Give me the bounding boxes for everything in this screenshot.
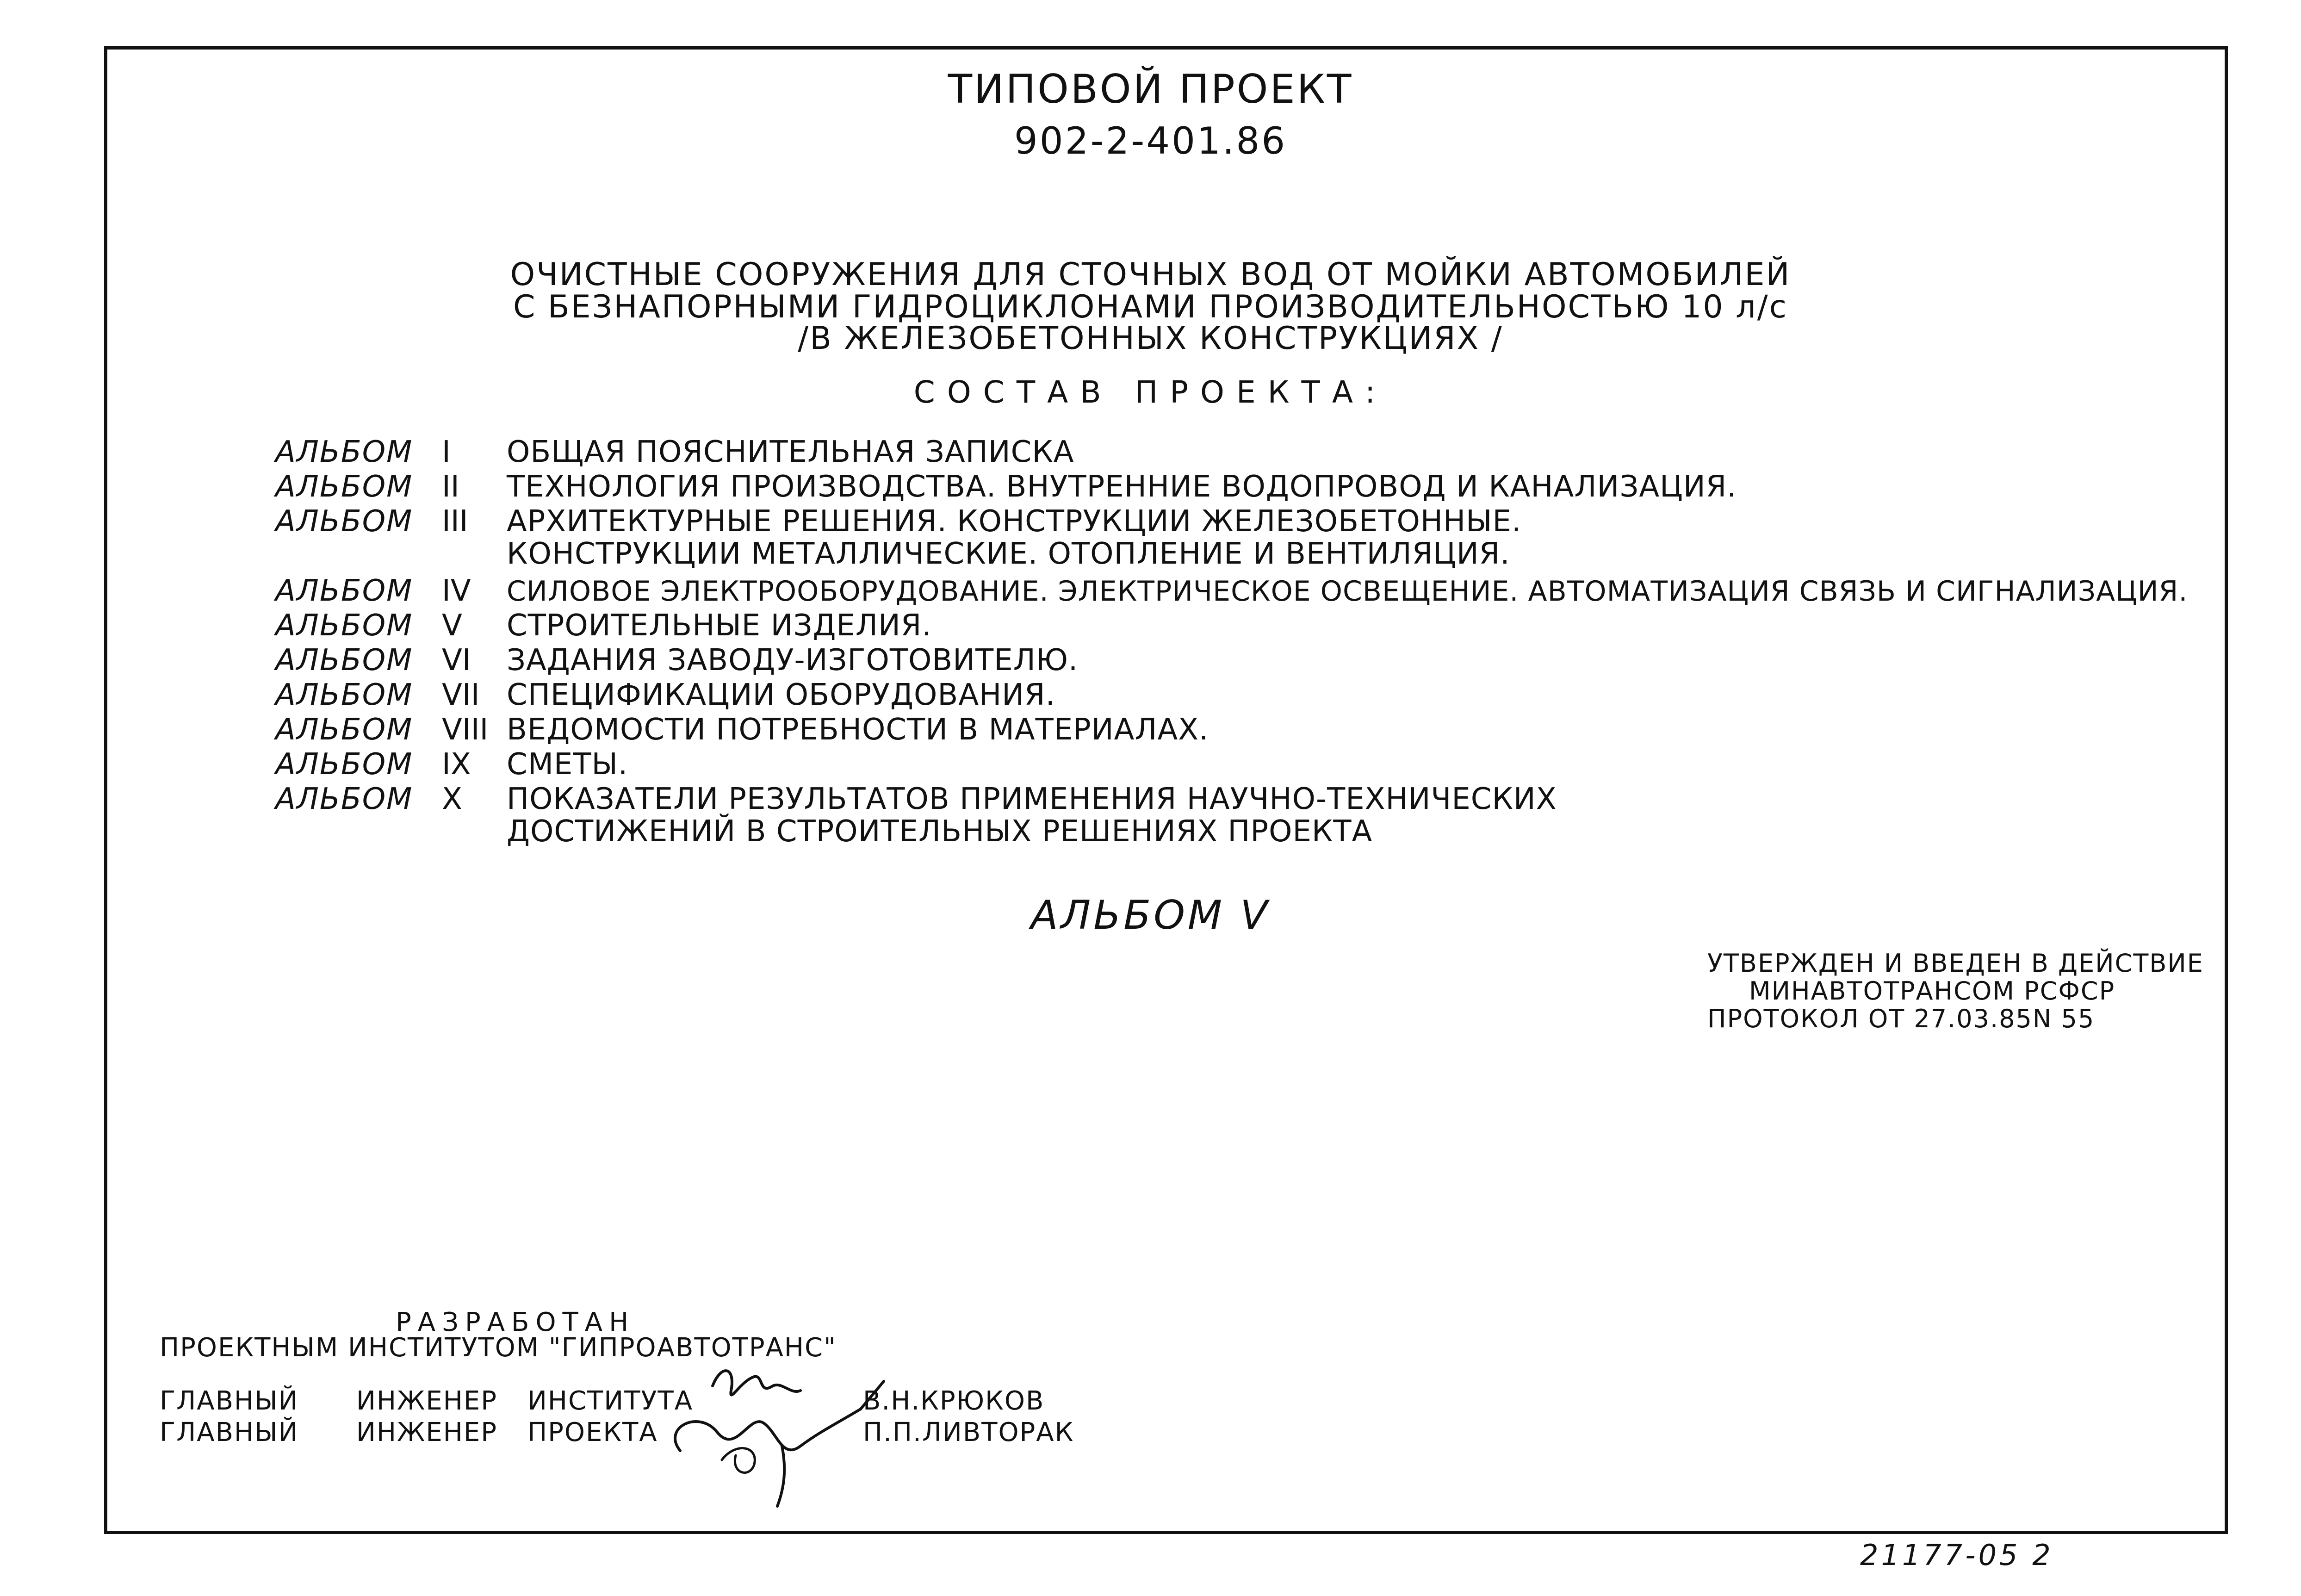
composition-title: СОСТАВ ПРОЕКТА: (913, 374, 1388, 410)
approval-line-1: УТВЕРЖДЕН И ВВЕДЕН В ДЕЙСТВИЕ (1707, 949, 2204, 978)
subject-line-3: /В ЖЕЛЕЗОБЕТОННЫХ КОНСТРУКЦИЯХ / (798, 320, 1503, 357)
current-album-title: АЛЬБОМ V (1030, 892, 1271, 938)
album-number: VI (442, 643, 471, 677)
album-description: СПЕЦИФИКАЦИИ ОБОРУДОВАНИЯ. (507, 678, 1055, 712)
album-description: АРХИТЕКТУРНЫЕ РЕШЕНИЯ. КОНСТРУКЦИИ ЖЕЛЕЗОБЕТОННЫЕ. (507, 504, 1522, 539)
album-description: ВЕДОМОСТИ ПОТРЕБНОСТИ В МАТЕРИАЛАХ. (507, 713, 1209, 747)
signatory-label: ГЛАВНЫЙ (160, 1386, 299, 1416)
album-row-8 (275, 715, 1209, 745)
album-description: ЗАДАНИЯ ЗАВОДУ-ИЗГОТОВИТЕЛЮ. (507, 643, 1079, 677)
signature-2-tail (777, 1446, 784, 1506)
signature-2 (675, 1381, 884, 1451)
album-number: VIII (442, 713, 489, 747)
album-word: АЛЬБОМ (275, 713, 413, 747)
album-description: СМЕТЫ. (507, 747, 628, 782)
signatory-name: В.Н.КРЮКОВ (863, 1386, 1045, 1416)
album-description: ПОКАЗАТЕЛИ РЕЗУЛЬТАТОВ ПРИМЕНЕНИЯ НАУЧНО-ТЕХНИЧЕСКИХ (507, 782, 1557, 816)
handwritten-signatures (643, 1354, 902, 1511)
album-word: АЛЬБОМ (275, 643, 413, 677)
album-number: II (442, 470, 459, 504)
signatory-name: П.П.ЛИВТОРАК (863, 1417, 1074, 1447)
album-number: X (442, 782, 462, 816)
album-row-6 (275, 643, 1079, 677)
signatory-role: ИНЖЕНЕР (356, 1417, 497, 1447)
approval-line-3: ПРОТОКОЛ ОТ 27.03.85N 55 (1707, 1004, 2095, 1033)
signatory-role-detail: ИНСТИТУТА (527, 1386, 694, 1416)
album-description-continued: КОНСТРУКЦИИ МЕТАЛЛИЧЕСКИЕ. ОТОПЛЕНИЕ И ВЕНТИЛЯЦИЯ. (507, 537, 1510, 571)
album-description: СИЛОВОЕ ЭЛЕКТРООБОРУДОВАНИЕ. ЭЛЕКТРИЧЕСКОЕ ОСВЕЩЕНИЕ. АВТОМАТИЗАЦИЯ СВЯЗЬ И СИГНАЛИЗАЦИЯ. (507, 575, 2188, 608)
album-description: ТЕХНОЛОГИЯ ПРОИЗВОДСТВА. ВНУТРЕННИЕ ВОДОПРОВОД И КАНАЛИЗАЦИЯ. (507, 470, 1737, 504)
album-row-5 (275, 609, 932, 643)
signatory-role-detail: ПРОЕКТА (527, 1417, 658, 1447)
document-title: ТИПОВОЙ ПРОЕКТ (948, 66, 1353, 112)
album-word: АЛЬБОМ (275, 678, 413, 712)
album-word: АЛЬБОМ (275, 747, 413, 782)
album-word: АЛЬБОМ (275, 470, 413, 504)
album-description-continued: ДОСТИЖЕНИЙ В СТРОИТЕЛЬНЫХ РЕШЕНИЯХ ПРОЕКТА (507, 814, 1373, 849)
album-word: АЛЬБОМ (275, 609, 413, 643)
album-number: I (442, 435, 451, 469)
album-number: IV (442, 574, 471, 608)
signatory-label: ГЛАВНЫЙ (160, 1417, 299, 1447)
signature-1 (713, 1371, 800, 1395)
album-word: АЛЬБОМ (275, 435, 413, 469)
project-number: 902-2-401.86 (1014, 119, 1287, 162)
album-description: СТРОИТЕЛЬНЫЕ ИЗДЕЛИЯ. (507, 609, 932, 643)
album-number: VII (442, 678, 480, 712)
album-row-3 (275, 504, 1522, 539)
signatory-role: ИНЖЕНЕР (356, 1386, 497, 1416)
album-word: АЛЬБОМ (275, 504, 413, 539)
album-row-2 (275, 472, 1737, 502)
album-word: АЛЬБОМ (275, 574, 413, 608)
subject-line-2: С БЕЗНАПОРНЫМИ ГИДРОЦИКЛОНАМИ ПРОИЗВОДИТЕЛЬНОСТЬЮ 10 л/с (513, 289, 1788, 325)
album-row-4 (275, 576, 2188, 606)
developer-institute: ПРОЕКТНЫМ ИНСТИТУТОМ "ГИПРОАВТОТРАНС" (160, 1333, 837, 1363)
album-word: АЛЬБОМ (275, 782, 413, 816)
signature-2-loop (722, 1448, 755, 1473)
subject-line-1: ОЧИСТНЫЕ СООРУЖЕНИЯ ДЛЯ СТОЧНЫХ ВОД ОТ МОЙКИ АВТОМОБИЛЕЙ (510, 256, 1791, 293)
album-number: IX (442, 747, 471, 782)
album-number: III (442, 504, 468, 539)
album-row-9 (275, 747, 628, 782)
approval-line-2: МИНАВТОТРАНСОМ РСФСР (1749, 976, 2115, 1006)
album-description: ОБЩАЯ ПОЯСНИТЕЛЬНАЯ ЗАПИСКА (507, 435, 1074, 469)
album-row-10 (275, 784, 1557, 814)
album-row-1 (275, 437, 1074, 467)
developer-title: РАЗРАБОТАН (396, 1307, 635, 1337)
album-row-7 (275, 680, 1055, 710)
sheet-code: 21177-05 2 (1860, 1538, 2053, 1572)
album-number: V (442, 609, 462, 643)
